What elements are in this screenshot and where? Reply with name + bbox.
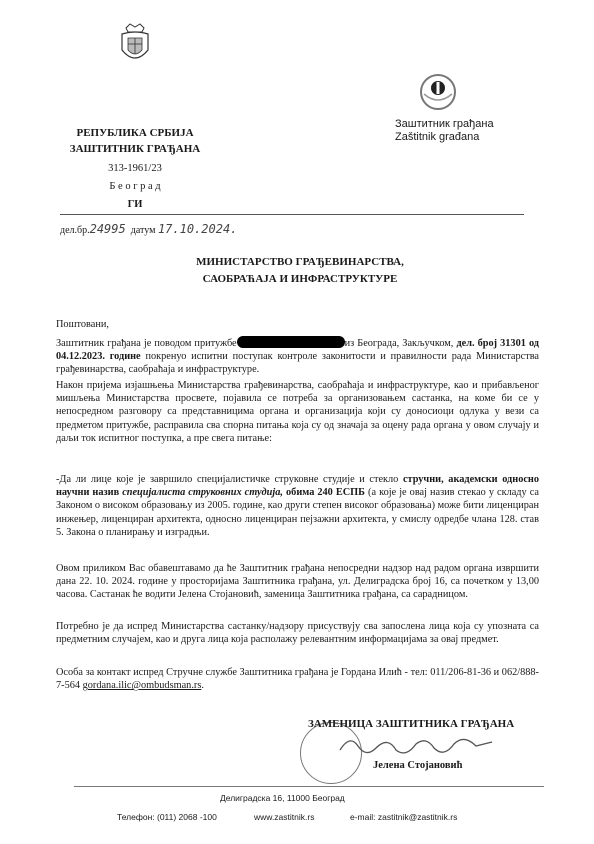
paragraph-4: Овом приликом Вас обавештавамо да ће Заштитник грађана непосредни надзор над радом органа извршити дана 22. 10. 2024. године у просторијама Заштитника грађана, ул. Делиградска број 16, са почетком у 13,00 часова. Састанак ће водити Јелена Стојановић, заменица Заштитника грађана, са сарадницом.	[56, 563, 539, 601]
paragraph-1	[56, 336, 539, 377]
addressee-line-2: САОБРАЋАЈА И ИНФРАСТРУКТУРЕ	[202, 273, 398, 285]
p3-bold-title: стручни, академски односно научни назив	[56, 474, 540, 499]
addressee-line-1: МИНИСТАРСТВО ГРАЂЕВИНАРСТВА,	[196, 256, 404, 268]
p3-bold-italic-title: специјалиста струковних студија,	[122, 487, 283, 499]
p6-end: .	[201, 680, 204, 692]
office-code: ГИ	[127, 199, 143, 210]
greeting: Поштовани,	[56, 319, 109, 330]
date-handwritten: 17.10.2024.	[157, 222, 238, 236]
signatory-title: ЗАМЕНИЦА ЗАШТИТНИКА ГРАЂАНА	[308, 718, 515, 730]
contact-email-link[interactable]: gordana.ilic@ombudsman.rs	[82, 680, 202, 692]
footer-website-link[interactable]: www.zastitnik.rs	[254, 812, 315, 822]
country-name: РЕПУБЛИКА СРБИЈА	[76, 127, 194, 139]
paragraph-2: Након пријема изјашњења Министарства грађевинарства, саобраћаја и инфраструктуре, као и прибављеног мишљења Министарства просвете, појавила се потреба за организовањем састанка, на коме би се у непосредном разговору са представницима органа и организација који су доносиоци одлука у вези са предметом притужбе, расправила сва спорна питања која су од значаја за оцену рада органа у овом случају и даљи ток испитног поступка, а пре свега питање:	[56, 380, 539, 444]
logo-text-latin: Zaštitnik građana	[395, 131, 480, 143]
coat-of-arms-icon	[118, 22, 152, 68]
header-divider	[60, 214, 524, 215]
del-label: дел.бр.	[60, 225, 90, 236]
footer-address: Делиградска 16, 11000 Београд	[220, 793, 345, 803]
institution-name: ЗАШТИТНИК ГРАЂАНА	[69, 143, 201, 155]
case-number: 313-1961/23	[108, 163, 162, 174]
paragraph-3	[56, 473, 539, 539]
footer-email-link[interactable]: e-mail: zastitnik@zastitnik.rs	[350, 812, 458, 822]
p6-text: Особа за контакт испред Стручне службе Заштитника грађана је Гордана Илић - тел: 011/206-81-36 и 062/888-7-564	[56, 667, 539, 692]
p3-text-a: -Да ли лице које је завршило специјалистичке струковне студије и стекло	[56, 474, 399, 485]
p1-text-b: из Београда, Закључком,	[344, 338, 454, 349]
paragraph-6	[56, 666, 539, 692]
signatory-name: Јелена Стојановић	[373, 760, 463, 771]
city: Б е о г р а д	[109, 181, 161, 192]
reference-line	[60, 222, 237, 236]
p1-text-a: Заштитник грађана је поводом притужбе	[56, 338, 237, 349]
ombudsman-eye-logo-icon	[418, 72, 458, 112]
p3-text-b: (а које је овај назив стекао у складу са Законом о високом образовању из 2005. године, као други степен високог образовања) може бити лиценциран инжењер, лиценциран архитекта, односно лиценциран пејзажни архитекта, у смислу одредбе члана 128. став 5. Закона о планирању и изградњи.	[56, 487, 540, 538]
logo-text-cyrillic: Заштитник грађана	[395, 118, 494, 130]
del-number-handwritten: 24995	[89, 222, 126, 236]
handwritten-signature-icon	[336, 732, 496, 762]
p1-text-c: покренуо испитни поступак контроле законитости и правилности рада Министарства грађевинарства, саобраћаја и инфраструктуре.	[56, 351, 540, 376]
footer-phone: Телефон: (011) 2068 -100	[117, 812, 217, 822]
paragraph-5: Потребно је да испред Министарства састанку/надзору присуствују сва запослена лица која су упознатa са предметним случајем, као и друга лица која располажу релевантним информацијама за овај предмет.	[56, 621, 539, 646]
date-label: датум	[130, 225, 156, 236]
p1-decision-number: дел. број 31301 од 04.12.2023. године	[56, 338, 539, 363]
redacted-name	[237, 336, 345, 348]
p3-ects: обима 240 ЕСПБ	[286, 487, 365, 499]
footer-divider	[74, 786, 544, 787]
